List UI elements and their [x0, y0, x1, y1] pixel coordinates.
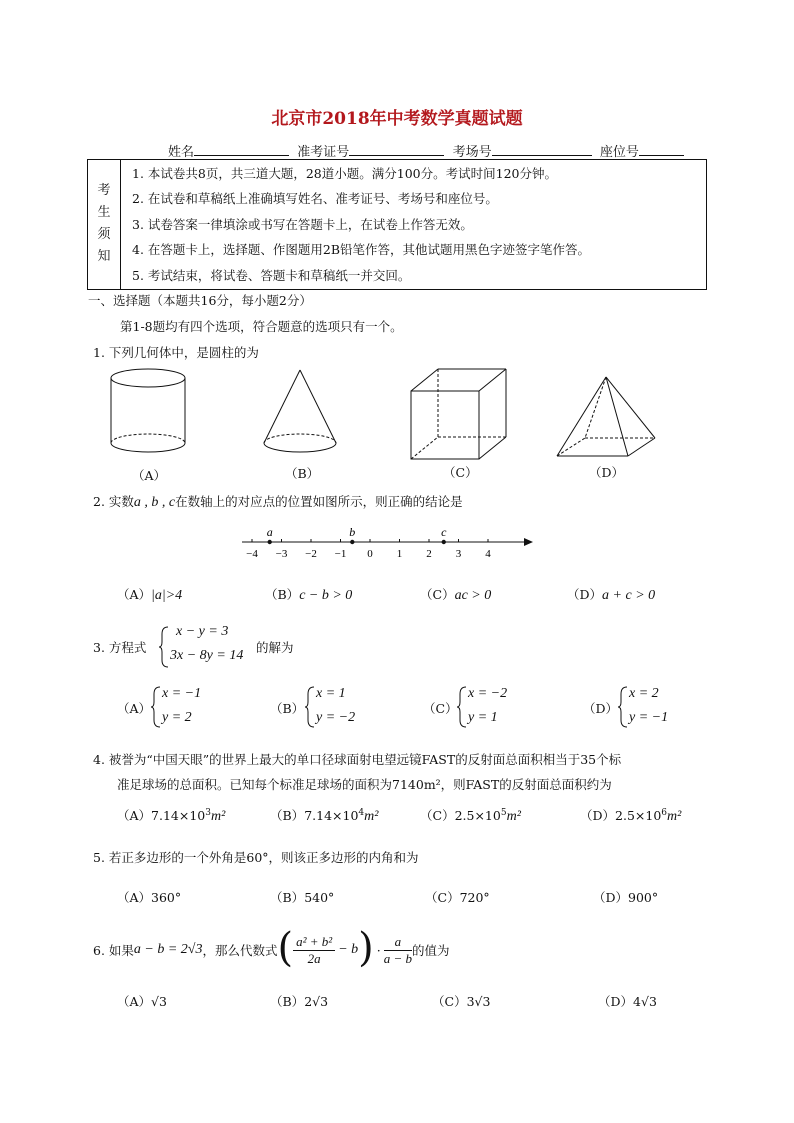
q6-option-c[interactable]	[432, 992, 490, 1010]
notice-rule: 4. 在答题卡上，选择题、作图题用2B铅笔作答，其他试题用黑色字迹签字笔作答。	[132, 242, 591, 258]
option-value: 2√3	[304, 994, 329, 1009]
fraction-numerator: a	[384, 934, 412, 951]
option-label: （B）	[265, 587, 300, 602]
notice-table	[87, 159, 707, 290]
q6-option-a[interactable]	[117, 992, 167, 1010]
seat-label: 座位号	[599, 145, 639, 160]
option-value: 720°	[459, 890, 490, 905]
notice-rules	[121, 160, 707, 290]
q3-eq1: x − y = 3	[176, 624, 229, 639]
q3-stem-pre: 3. 方程式	[93, 640, 147, 655]
option-label: （D）	[583, 701, 619, 716]
exam-no-field[interactable]	[349, 143, 444, 156]
q2-stem-post: 在数轴上的对应点的位置如图所示，则正确的结论是	[175, 494, 463, 509]
option-label: （D）	[580, 808, 616, 823]
number-line	[240, 522, 540, 564]
option-line1: x = −2	[468, 686, 508, 701]
q2-option-c[interactable]	[420, 585, 491, 604]
option-base: 2.5×10	[615, 808, 662, 823]
q6-option-b[interactable]	[270, 992, 328, 1010]
q4-line1: 4. 被誉为“中国天眼”的世界上最大的单口径球面射电望远镜FAST的反射面总面积相当于35个标	[93, 752, 622, 767]
q1-label-c: （C）	[443, 465, 478, 480]
tick-label: −2	[305, 548, 317, 560]
option-exp: 4	[358, 807, 365, 818]
brace-icon	[617, 686, 629, 728]
option-expr: a + c > 0	[602, 588, 656, 603]
q2-option-d[interactable]	[567, 585, 655, 604]
q2-option-b[interactable]	[265, 585, 352, 604]
q6-option-d[interactable]	[598, 992, 657, 1010]
q3-eq2: 3x − 8y = 14	[170, 648, 244, 663]
q2-stem	[93, 492, 463, 511]
option-base: 7.14×10	[304, 808, 359, 823]
fraction-denominator: 2a	[307, 950, 321, 966]
option-line2: y = −1	[629, 710, 669, 725]
option-label: （C）	[423, 701, 458, 716]
option-base: 2.5×10	[454, 808, 501, 823]
option-expr: |a|>4	[151, 588, 183, 603]
fraction-numerator: a² + b²	[293, 934, 335, 951]
q3-stem-post: 的解为	[256, 640, 294, 655]
option-exp: 5	[500, 807, 507, 818]
name-field[interactable]	[194, 143, 289, 156]
point-marker	[350, 540, 354, 544]
q2-stem-pre: 2. 实数	[93, 494, 134, 509]
option-expr: c − b > 0	[299, 588, 353, 603]
notice-rule: 5. 考试结束，将试卷、答题卡和草稿纸一并交回。	[132, 267, 411, 283]
option-line1: x = 2	[629, 686, 659, 701]
option-label: （D）	[593, 890, 629, 905]
room-label: 考场号	[452, 145, 492, 160]
option-value: 4√3	[633, 994, 657, 1009]
notice-label-char: 知	[97, 249, 111, 265]
tick-label: 2	[426, 548, 432, 560]
option-value: √3	[151, 994, 167, 1009]
q1-label-a: （A）	[132, 468, 167, 483]
q1-stem: 1. 下列几何体中，是圆柱的为	[93, 345, 259, 360]
q6-stem-pre: 6. 如果	[93, 943, 134, 958]
tick-label: −3	[275, 548, 288, 560]
option-label: （D）	[598, 994, 634, 1009]
point-label: a	[266, 525, 273, 539]
tick-label: 0	[367, 548, 373, 560]
q6-stem-mid: ，那么代数式	[202, 943, 278, 958]
option-label: （A）	[117, 808, 152, 823]
q4-option-d[interactable]	[580, 806, 681, 825]
option-unit: m²	[364, 809, 379, 824]
q1-solids-figure	[100, 365, 670, 460]
tick-label: 3	[455, 548, 462, 560]
tick-label: 4	[485, 548, 491, 560]
option-value: 900°	[628, 890, 659, 905]
q4-line2: 准足球场的总面积。已知每个标准足球场的面积为7140m²，则FAST的反射面总面积约为	[117, 777, 612, 792]
option-label: （B）	[270, 994, 305, 1009]
option-label: （C）	[420, 587, 455, 602]
option-line2: y = 1	[468, 710, 498, 725]
right-paren-icon: )	[358, 925, 374, 971]
q5-option-d[interactable]	[593, 888, 658, 906]
exam-no-label: 准考证号	[297, 145, 350, 160]
q6-fraction2	[384, 934, 412, 967]
tick-label: −4	[246, 548, 258, 560]
section-heading: 一、选择题（本题共16分，每小题2分）	[88, 293, 312, 308]
section-instruction: 第1-8题均有四个选项，符合题意的选项只有一个。	[120, 319, 403, 334]
notice-label-char: 须	[97, 227, 111, 243]
option-exp: 6	[661, 807, 668, 818]
option-label: （B）	[270, 808, 305, 823]
option-label: （A）	[117, 701, 152, 716]
option-label: （D）	[567, 587, 603, 602]
notice-label-char: 生	[97, 205, 111, 221]
q6-minus-b: − b	[338, 942, 359, 957]
point-marker	[268, 540, 272, 544]
q2-stem-vars: a , b , c	[133, 495, 176, 510]
option-line1: x = 1	[316, 686, 346, 701]
q6-stem-post: 的值为	[412, 943, 450, 958]
cylinder-figure	[111, 369, 185, 452]
option-unit: m²	[667, 809, 682, 824]
brace-icon	[304, 686, 316, 728]
option-line2: y = 2	[162, 710, 192, 725]
option-label: （A）	[117, 587, 152, 602]
brace-icon	[456, 686, 468, 728]
option-value: 540°	[304, 890, 335, 905]
room-field[interactable]	[492, 143, 592, 156]
q5-option-a[interactable]	[117, 888, 181, 906]
notice-rule: 3. 试卷答案一律填涂或书写在答题卡上，在试卷上作答无效。	[132, 216, 473, 232]
notice-label-char: 考	[97, 183, 111, 199]
candidate-info-line	[168, 141, 684, 160]
q6-stem	[93, 925, 450, 975]
point-marker	[442, 540, 446, 544]
cone-figure	[264, 370, 336, 452]
tick-label: 1	[396, 548, 403, 560]
page-title: 北京市2018年中考数学真题试题	[271, 109, 523, 129]
option-exp: 3	[205, 807, 211, 818]
option-unit: m²	[210, 809, 226, 824]
q4-option-c[interactable]	[420, 806, 521, 825]
q6-condition: a − b = 2√3	[133, 942, 203, 957]
option-line1: x = −1	[162, 686, 202, 701]
option-label: （B）	[270, 890, 305, 905]
notice-rule: 1. 本试卷共8页，共三道大题，28道小题。满分100分。考试时间120分钟。	[132, 166, 557, 181]
option-unit: m²	[506, 809, 521, 824]
name-label: 姓名	[168, 145, 195, 160]
fraction-denominator: a − b	[383, 950, 413, 966]
option-base: 7.14×10	[151, 808, 206, 823]
option-label: （B）	[270, 701, 305, 716]
option-value: 360°	[151, 890, 182, 905]
cube-figure	[411, 369, 506, 459]
option-label: （A）	[117, 890, 152, 905]
option-line2: y = −2	[316, 710, 356, 725]
q5-option-b[interactable]	[270, 888, 334, 906]
notice-rule: 2. 在试卷和草稿纸上准确填写姓名、准考证号、考场号和座位号。	[132, 191, 498, 207]
pyramid-figure	[557, 377, 655, 456]
q3-system-brace	[158, 626, 170, 668]
q2-option-a[interactable]	[117, 585, 182, 604]
q6-fraction1	[293, 934, 335, 967]
tick-label: −1	[334, 548, 347, 560]
brace-icon	[150, 686, 162, 728]
q5-option-c[interactable]	[425, 888, 490, 906]
option-label: （C）	[432, 994, 467, 1009]
option-value: 3√3	[466, 994, 491, 1009]
notice-label	[88, 160, 121, 290]
q4-option-b[interactable]	[270, 806, 378, 825]
q1-label-d: （D）	[589, 465, 625, 480]
point-label: c	[441, 525, 447, 539]
left-paren-icon: (	[277, 925, 294, 971]
q5-stem: 5. 若正多边形的一个外角是60°，则该正多边形的内角和为	[93, 850, 419, 865]
q4-option-a[interactable]	[117, 806, 225, 825]
q1-label-b: （B）	[285, 466, 320, 481]
option-label: （C）	[420, 808, 455, 823]
option-label: （A）	[117, 994, 152, 1009]
dot-operator-icon: ·	[376, 942, 381, 958]
axis-arrow-icon	[524, 538, 533, 546]
option-expr: ac > 0	[454, 588, 492, 603]
option-label: （C）	[425, 890, 460, 905]
seat-field[interactable]	[639, 143, 684, 156]
point-label: b	[349, 525, 356, 539]
